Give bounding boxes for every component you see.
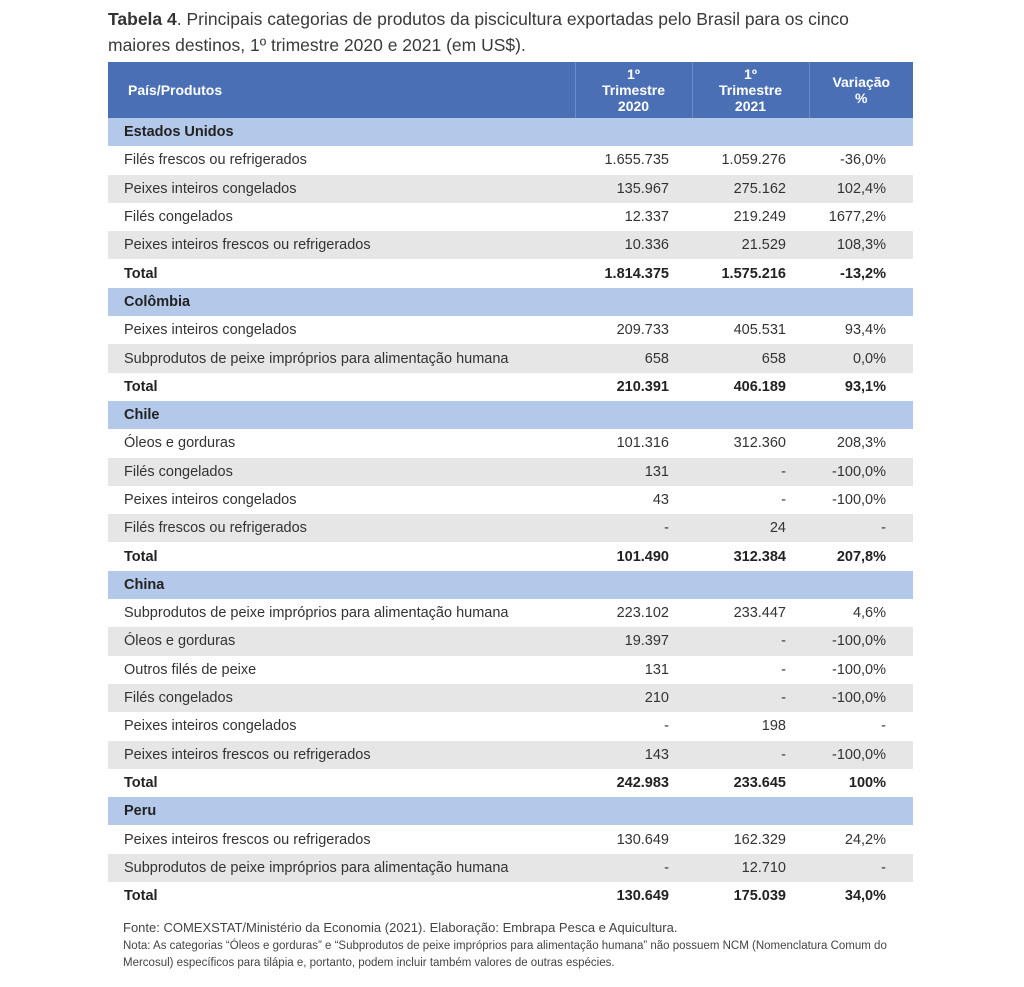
table-row: [108, 344, 913, 372]
total-2021-cell: 406.189: [733, 378, 786, 395]
value-2020-cell: 658: [575, 344, 692, 372]
variation-cell: -100,0%: [809, 627, 913, 655]
table-row: [108, 514, 913, 542]
table-row: [108, 203, 913, 231]
country-row: [108, 401, 913, 429]
total-variation-cell: 34,0%: [844, 888, 886, 905]
footnote: Nota: As categorias “Óleos e gorduras” e “Subprodutos de peixe impróprios para alimentação humana” não possuem NCM (Nomenclatura Comum do Mercosul) específicos para tilápia e, portanto, podem incluir também valores de outras espécies.: [123, 940, 887, 969]
value-2021-cell: 219.249: [733, 209, 786, 226]
value-2020-cell: -: [575, 854, 692, 882]
total-2020-cell: 210.391: [616, 378, 669, 395]
variation-cell: -: [881, 718, 886, 735]
table-row: [108, 627, 913, 655]
value-2021-cell: -: [692, 741, 809, 769]
variation-cell: 4,6%: [852, 605, 886, 622]
product-cell: Filés congelados: [108, 684, 575, 712]
country-name: Estados Unidos: [108, 118, 913, 146]
table-row: [108, 429, 913, 457]
header-2021-line1: 1º: [744, 66, 757, 82]
product-cell: Filés congelados: [124, 209, 233, 226]
variation-cell: 0,0%: [809, 344, 913, 372]
product-cell: Peixes inteiros congelados: [124, 492, 297, 508]
value-2020-cell: 131: [575, 458, 692, 486]
value-2020-cell: 101.316: [616, 435, 669, 452]
table-row: [108, 486, 913, 514]
header-variation-line1: Variação: [832, 74, 891, 90]
product-cell: Subprodutos de peixe impróprios para alimentação humana: [124, 605, 509, 622]
table-title-label: Tabela 4: [108, 9, 177, 29]
header-variation-line2: %: [855, 90, 868, 106]
product-cell: Peixes inteiros frescos ou refrigerados: [108, 231, 575, 259]
value-2020-cell: 1.655.735: [604, 152, 669, 169]
value-2021-cell: -: [781, 492, 786, 508]
header-2021: [692, 62, 809, 118]
value-2020-cell: 19.397: [575, 627, 692, 655]
variation-cell: 208,3%: [836, 435, 886, 452]
total-label: Total: [124, 548, 158, 565]
total-2021-cell: 312.384: [733, 548, 786, 565]
value-2020-cell: 10.336: [575, 231, 692, 259]
table-title: [108, 6, 908, 58]
table-header: [108, 62, 913, 118]
value-2021-cell: 275.162: [692, 175, 809, 203]
product-cell: Peixes inteiros frescos ou refrigerados: [124, 831, 371, 848]
table-row: [108, 231, 913, 259]
header-2020-line1: 1º: [627, 66, 640, 82]
table-body: [108, 118, 913, 910]
product-cell: Filés congelados: [108, 458, 575, 486]
total-row: [108, 373, 913, 401]
product-cell: Peixes inteiros congelados: [108, 175, 575, 203]
table-row: [108, 316, 913, 344]
value-2021-cell: 162.329: [733, 831, 786, 848]
source-note: Fonte: COMEXSTAT/Ministério da Economia (2021). Elaboração: Embrapa Pesca e Aquicultura.: [123, 920, 678, 935]
value-2020-cell: 12.337: [624, 209, 669, 226]
product-cell: Peixes inteiros congelados: [124, 718, 297, 735]
table-row: [108, 825, 913, 853]
export-table: [108, 62, 913, 910]
variation-cell: -100,0%: [809, 684, 913, 712]
header-2021-line3: 2021: [734, 98, 767, 114]
total-label: Total: [124, 378, 158, 395]
header-variation: [809, 62, 913, 118]
product-cell: Filés frescos ou refrigerados: [108, 514, 575, 542]
total-2021-cell: 175.039: [733, 888, 786, 905]
value-2020-cell: 43: [652, 492, 669, 508]
total-2020-cell: 101.490: [616, 548, 669, 565]
value-2021-cell: -: [692, 684, 809, 712]
value-2021-cell: 1.059.276: [721, 152, 786, 169]
variation-cell: -100,0%: [831, 661, 886, 678]
table-row: [108, 712, 913, 740]
total-variation-cell: 207,8%: [836, 548, 886, 565]
total-2020-cell: 242.983: [616, 774, 669, 791]
country-name: Chile: [108, 401, 913, 429]
total-2020-cell: 130.649: [616, 888, 669, 905]
variation-cell: -100,0%: [831, 492, 886, 508]
header-2020: [575, 62, 692, 118]
value-2021-cell: 24: [692, 514, 809, 542]
variation-cell: 108,3%: [809, 231, 913, 259]
table-row: [108, 741, 913, 769]
total-variation-cell: 93,1%: [844, 378, 886, 395]
variation-cell: 102,4%: [809, 175, 913, 203]
value-2021-cell: -: [692, 627, 809, 655]
value-2021-cell: 198: [761, 718, 786, 735]
total-row: [108, 259, 913, 287]
value-2020-cell: 131: [644, 661, 669, 678]
value-2021-cell: 405.531: [733, 322, 786, 339]
table-row: [108, 175, 913, 203]
table-row: [108, 684, 913, 712]
value-2021-cell: 233.447: [733, 605, 786, 622]
country-row: [108, 797, 913, 825]
total-2021-cell: 1.575.216: [721, 265, 786, 282]
country-row: [108, 571, 913, 599]
product-cell: Óleos e gorduras: [108, 627, 575, 655]
value-2021-cell: -: [781, 661, 786, 678]
country-name: China: [108, 571, 913, 599]
total-row: [108, 882, 913, 910]
value-2021-cell: 12.710: [692, 854, 809, 882]
product-cell: Óleos e gorduras: [124, 435, 236, 452]
value-2020-cell: -: [575, 514, 692, 542]
variation-cell: 93,4%: [844, 322, 886, 339]
value-2021-cell: 312.360: [733, 435, 786, 452]
value-2020-cell: 143: [575, 741, 692, 769]
table-title-text: . Principais categorias de produtos da piscicultura exportadas pelo Brasil para os cinco maiores destinos, 1º trimestre 2020 e 2021 (em US$).: [108, 9, 849, 55]
country-row: [108, 118, 913, 146]
value-2020-cell: 209.733: [616, 322, 669, 339]
variation-cell: 24,2%: [844, 831, 886, 848]
table-row: [108, 599, 913, 627]
product-cell: Subprodutos de peixe impróprios para alimentação humana: [108, 344, 575, 372]
table-row: [108, 458, 913, 486]
product-cell: Outros filés de peixe: [124, 661, 257, 678]
variation-cell: -: [809, 514, 913, 542]
value-2020-cell: 210: [575, 684, 692, 712]
table-footer: [123, 918, 913, 972]
total-variation-cell: -13,2%: [840, 265, 886, 282]
header-product: País/Produtos: [108, 62, 575, 118]
product-cell: Subprodutos de peixe impróprios para alimentação humana: [108, 854, 575, 882]
total-variation-cell: 100%: [848, 774, 886, 791]
total-row: [108, 542, 913, 570]
country-name: Peru: [108, 797, 913, 825]
value-2020-cell: 135.967: [575, 175, 692, 203]
table-row: [108, 146, 913, 174]
country-row: [108, 288, 913, 316]
value-2020-cell: -: [664, 718, 669, 735]
total-label: Total: [124, 888, 158, 905]
variation-cell: 1677,2%: [828, 209, 886, 226]
total-2020-cell: 1.814.375: [604, 265, 669, 282]
variation-cell: -36,0%: [840, 152, 886, 169]
table-row: [108, 656, 913, 684]
value-2021-cell: 658: [692, 344, 809, 372]
header-2020-line2: Trimestre: [601, 82, 666, 98]
value-2021-cell: -: [692, 458, 809, 486]
product-cell: Peixes inteiros frescos ou refrigerados: [108, 741, 575, 769]
variation-cell: -100,0%: [809, 741, 913, 769]
value-2021-cell: 21.529: [692, 231, 809, 259]
variation-cell: -100,0%: [809, 458, 913, 486]
product-cell: Peixes inteiros congelados: [124, 322, 297, 339]
variation-cell: -: [809, 854, 913, 882]
total-row: [108, 769, 913, 797]
header-2021-line2: Trimestre: [718, 82, 783, 98]
product-cell: Filés frescos ou refrigerados: [124, 152, 307, 169]
table-row: [108, 854, 913, 882]
total-label: Total: [124, 774, 158, 791]
value-2020-cell: 223.102: [616, 605, 669, 622]
total-2021-cell: 233.645: [733, 774, 786, 791]
total-label: Total: [124, 265, 158, 282]
header-2020-line3: 2020: [617, 98, 650, 114]
value-2020-cell: 130.649: [616, 831, 669, 848]
country-name: Colômbia: [108, 288, 913, 316]
